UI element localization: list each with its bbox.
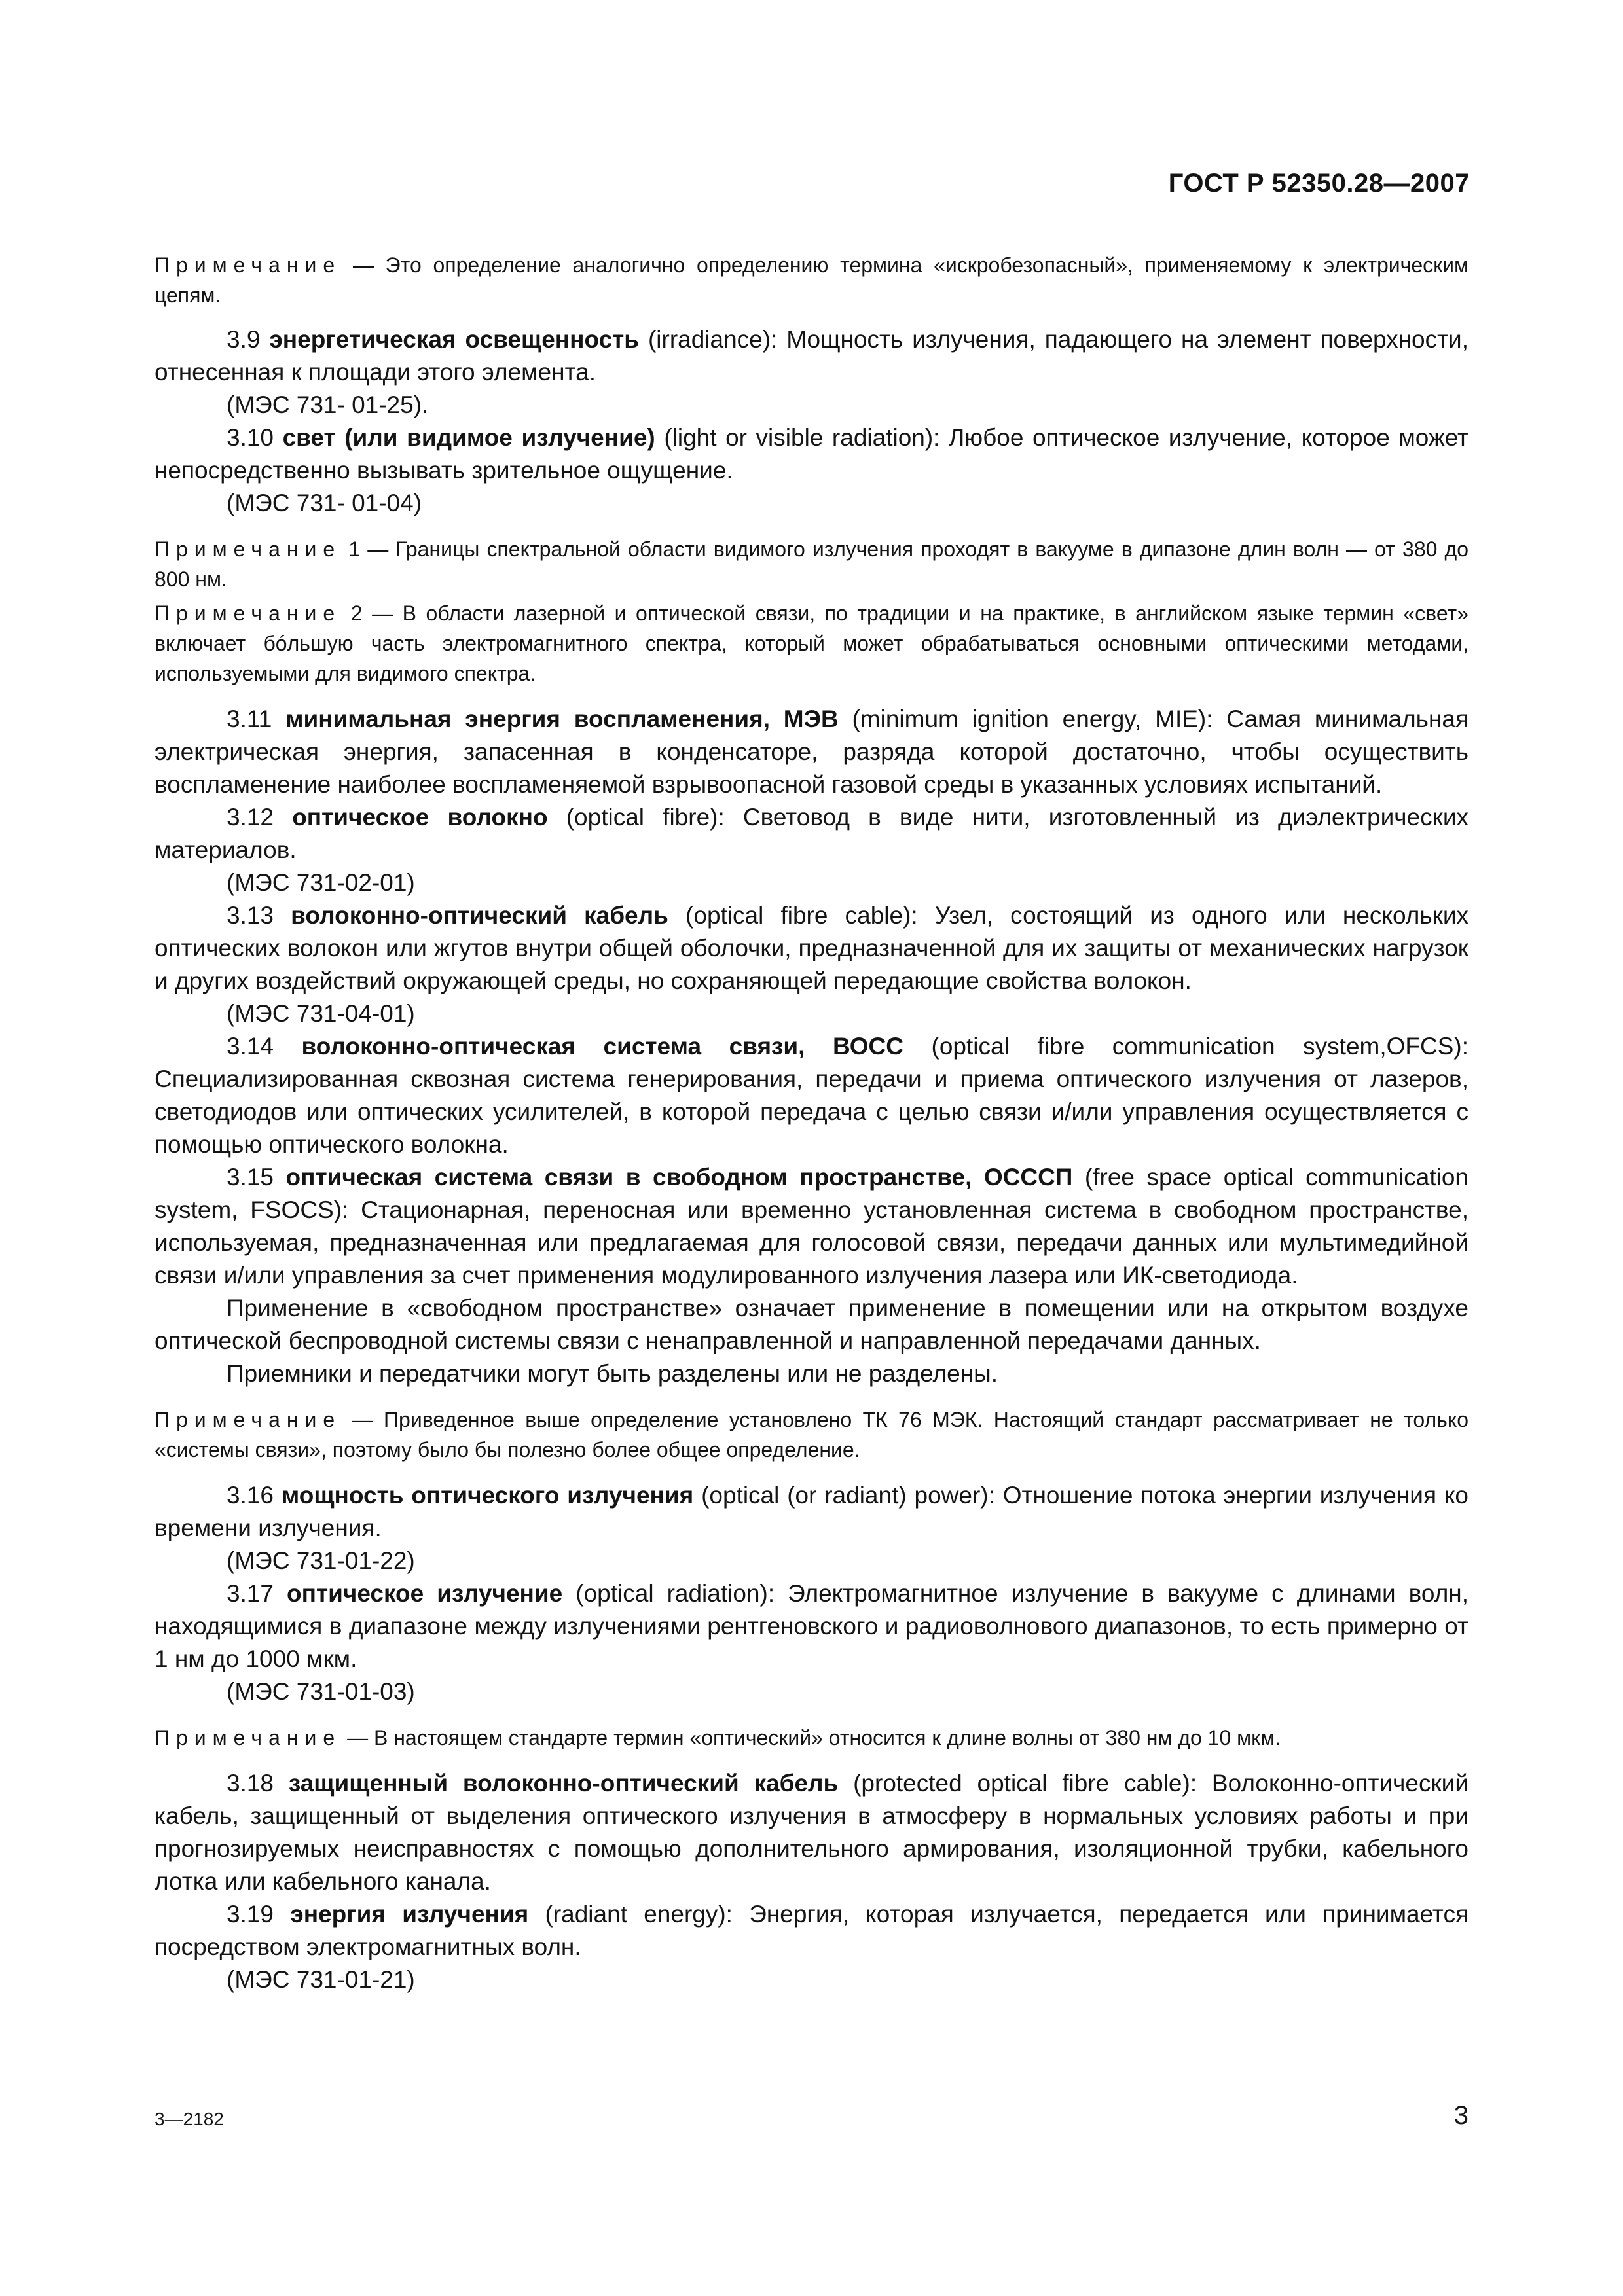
source-reference: (МЭС 731-01-03) [227,1678,415,1705]
term-name: оптическое волокно [292,804,548,831]
note-label: Примечание [155,537,342,561]
term-number: 3.10 [227,424,274,451]
note-text: — В настоящем стандарте термин «оптический» относится к длине волны от 380 нм до 10 мкм. [341,1726,1281,1749]
note-text: — Это определение аналогично определению термина «искробезопасный», применяемому к электрическим цепям. [155,253,1468,307]
term-text: (optical fibre communication system,OFCS): Специализированная сквозная система генерирования, передачи и приема оптического излучения от лазеров, светодиодов или оптических усилителей, в которой передача с целью связи и/или управления осуществляется с помощью оптического волокна. [155,1033,1468,1158]
page-number: 3 [1453,2101,1468,2130]
term-definition [155,899,1468,997]
term-text: (optical radiation): Электромагнитное излучение в вакууме с длинами волн, находящимися в диапазоне между излучениями рентгеновского и радиоволнового диапазонов, то есть примерно от 1 нм до 1000 мкм. [155,1580,1468,1672]
source-reference: (МЭС 731-02-01) [227,869,415,896]
term-name: минимальная энергия воспламенения, МЭВ [285,706,839,732]
term-text: (optical fibre): Световод в виде нити, изготовленный из диэлектрических материалов. [155,804,1468,863]
note-paragraph [155,250,1468,310]
source-reference: (МЭС 731-01-22) [227,1547,415,1574]
term-definition [155,323,1468,389]
body-paragraph: Применение в «свободном пространстве» означает применение в помещении или на открытом воздухе оптической беспроводной системы связи с ненаправленной и направленной передачами данных. [155,1295,1468,1354]
term-name: энергия излучения [290,1901,529,1928]
term-name: волоконно-оптическая система связи, ВОСС [301,1033,903,1060]
source-reference: (МЭС 731-04-01) [227,1000,415,1027]
term-number: 3.9 [227,326,261,353]
note-text: 1 — Границы спектральной области видимого излучения проходят в вакууме в дипазоне длин волн — от 380 до 800 нм. [155,537,1468,591]
term-name: волоконно-оптический кабель [291,902,668,929]
document-id-header: ГОСТ Р 52350.28—2007 [1168,169,1470,198]
document-body [155,236,1468,1996]
term-number: 3.19 [227,1901,274,1928]
term-number: 3.11 [227,706,272,732]
note-label: Примечание [155,253,342,277]
term-text: (free space optical communication system, FSOCS): Стационарная, переносная или временно установленная система в свободном пространстве, используемая, предназначенная или предлагаемая для голосовой связи, передачи данных или мультимедийной связи и/или управления за счет применения модулированного излучения лазера или ИК-светодиода. [155,1164,1468,1289]
term-definition [155,1767,1468,1898]
note-label: Примечание [155,1726,342,1749]
source-reference: (МЭС 731-01-21) [227,1966,415,1993]
term-definition [155,1161,1468,1292]
note-paragraph [155,598,1468,689]
term-name: оптическая система связи в свободном пространстве, ОСССП [285,1164,1073,1191]
term-name: оптическое излучение [287,1580,563,1607]
note-paragraph [155,534,1468,594]
term-name: мощность оптического излучения [281,1482,694,1509]
term-text: (light or visible radiation): Любое оптическое излучение, которое может непосредственно вызывать зрительное ощущение. [155,424,1468,484]
term-text: (radiant energy): Энергия, которая излучается, передается или принимается посредством электромагнитных волн. [155,1901,1468,1960]
term-definition [155,801,1468,867]
note-text: — Приведенное выше определение установлено ТК 76 МЭК. Настоящий стандарт рассматривает не только «системы связи», поэтому было бы полезно более общее определение. [155,1408,1468,1462]
term-number: 3.12 [227,804,274,831]
term-name: защищенный волоконно-оптический кабель [288,1770,839,1797]
term-text: (irradiance): Мощность излучения, падающего на элемент поверхности, отнесенная к площади этого элемента. [155,326,1469,386]
term-definition [155,1030,1468,1161]
term-number: 3.16 [227,1482,274,1509]
note-label: Примечание [155,1408,342,1431]
term-text: (minimum ignition energy, MIE): Самая минимальная электрическая энергия, запасенная в конденсаторе, разряда которой достаточно, чтобы осуществить воспламенение наиболее воспламеняемой взрывоопасной газовой среды в указанных условиях испытаний. [155,706,1468,798]
term-definition [155,703,1468,801]
term-number: 3.13 [227,902,274,929]
note-paragraph [155,1723,1468,1753]
term-number: 3.18 [227,1770,274,1797]
term-text: (optical (or radiant) power): Отношение потока энергии излучения ко времени излучения. [155,1482,1469,1541]
term-definition [155,1898,1468,1964]
term-definition [155,1479,1468,1545]
term-text: (optical fibre cable): Узел, состоящий из одного или нескольких оптических волокон или жгутов внутри общей оболочки, предназначенной для их защиты от механических нагрузок и других воздействий окружающей среды, но сохраняющей передающие свойства волокон. [155,902,1468,994]
term-number: 3.14 [227,1033,274,1060]
body-paragraph: Приемники и передатчики могут быть разделены или не разделены. [227,1360,998,1387]
note-label: Примечание [155,601,342,625]
term-definition [155,1577,1468,1676]
print-order-code: 3—2182 [155,2109,224,2129]
term-name: энергетическая освещенность [269,326,640,353]
source-reference: (МЭС 731- 01-04) [227,490,422,516]
term-text: (protected optical fibre cable): Волоконно-оптический кабель, защищенный от выделения оптического излучения в атмосферу в нормальных условиях работы и при прогнозируемых неисправностях с помощью дополнительного армирования, изоляционной трубки, кабельного лотка или кабельного канала. [155,1770,1468,1895]
note-paragraph [155,1405,1468,1465]
term-name: свет (или видимое излучение) [282,424,655,451]
term-number: 3.17 [227,1580,274,1607]
note-text: 2 — В области лазерной и оптической связи, по традиции и на практике, в английском языке термин «свет» включает бóльшую часть электромагнитного спектра, который может обрабатываться основными оптическими методами, используемыми для видимого спектра. [155,601,1468,685]
term-number: 3.15 [227,1164,274,1191]
term-definition [155,422,1468,487]
source-reference: (МЭС 731- 01-25). [227,391,429,418]
